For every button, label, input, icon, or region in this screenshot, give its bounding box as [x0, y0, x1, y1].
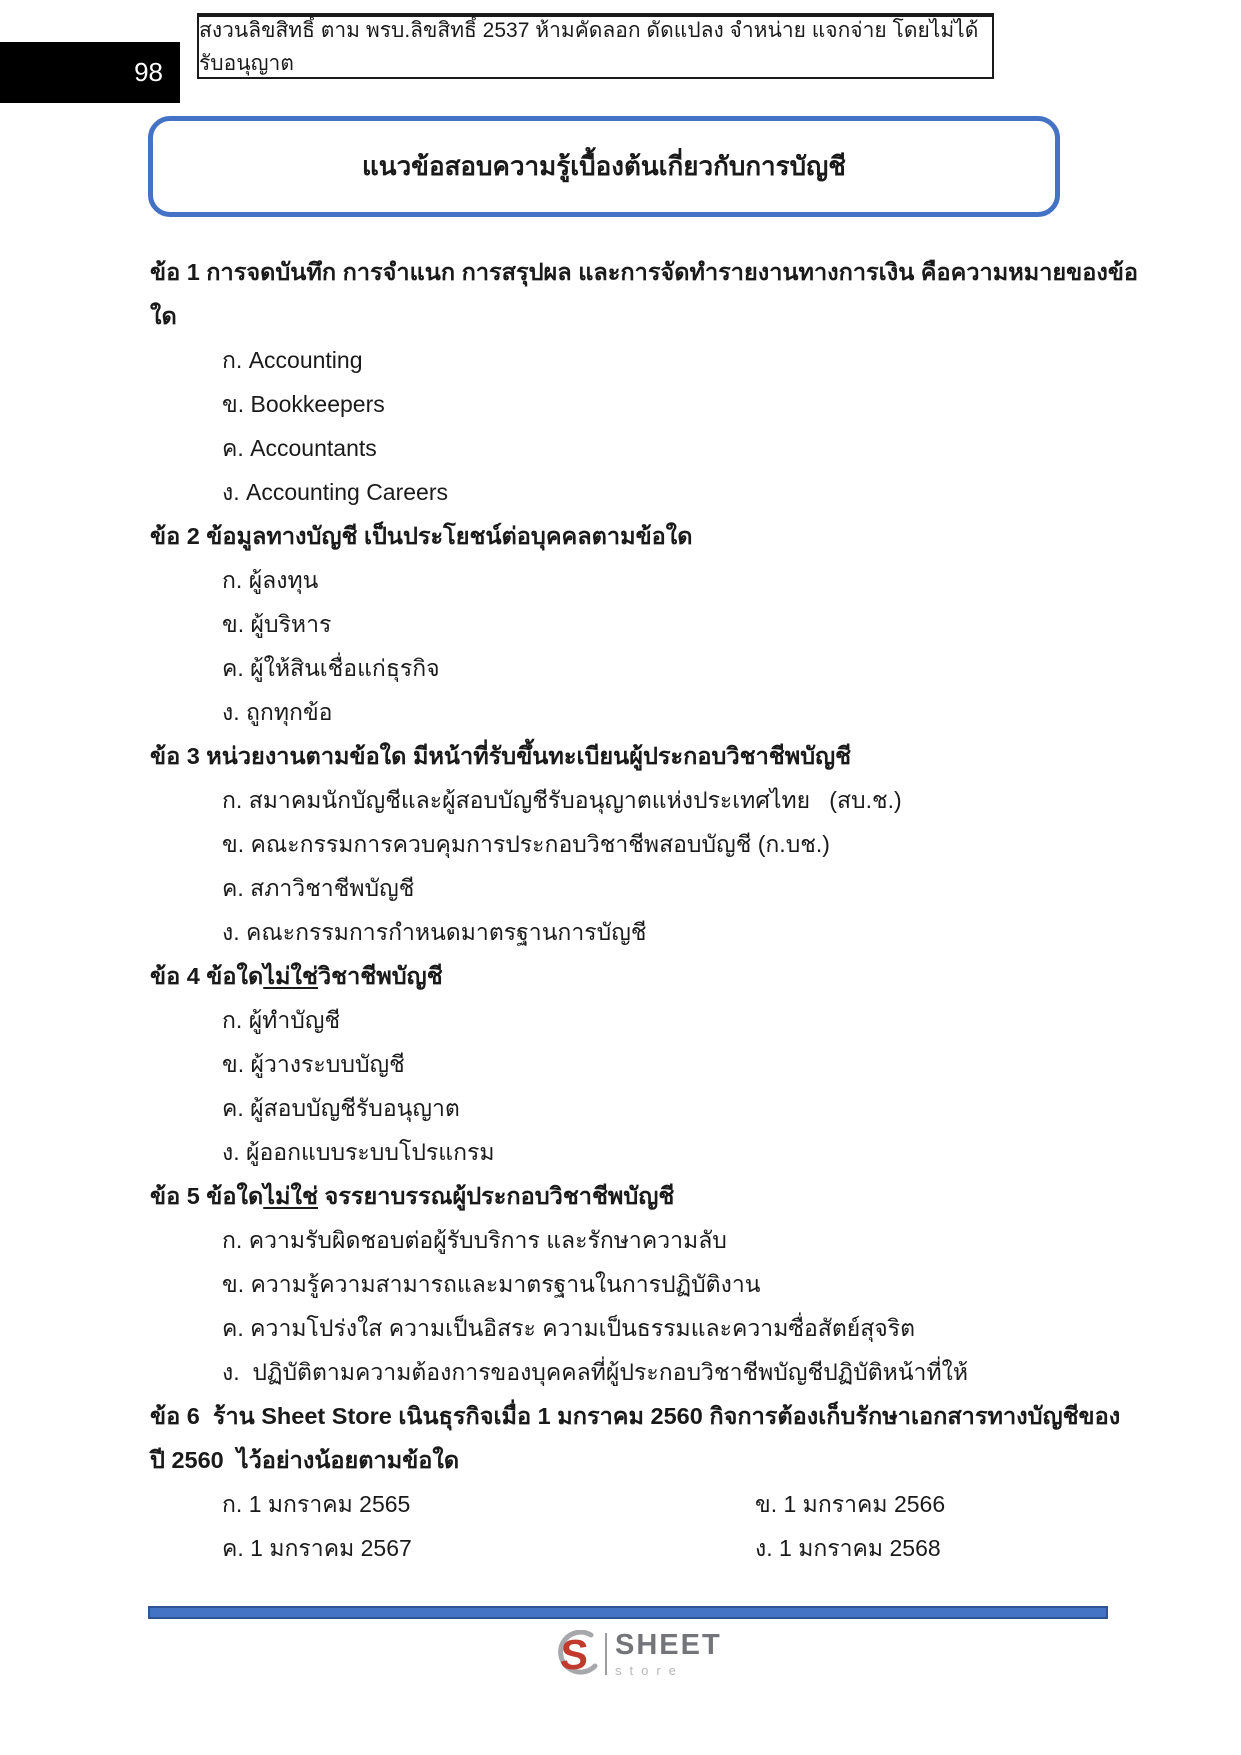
option-item: ค. สภาวิชาชีพบัญชี: [222, 875, 415, 901]
logo-subtitle: store: [615, 1663, 684, 1678]
question-title: [0, 954, 1241, 998]
question-block-3: [0, 734, 1241, 954]
question-title: ข้อ 2 ข้อมูลทางบัญชี เป็นประโยชน์ต่อบุคคลตามข้อใด: [150, 523, 693, 549]
questions-section: [0, 250, 1241, 1570]
option-item: ข. ผู้บริหาร: [222, 611, 332, 637]
question-block-2: [0, 514, 1241, 734]
exam-title-box: [148, 116, 1060, 217]
option-item: ก. ความรับผิดชอบต่อผู้รับบริการ และรักษาความลับ: [222, 1227, 727, 1253]
question-title: ข้อ 6 ร้าน Sheet Store เนินธุรกิจเมื่อ 1 มกราคม 2560 กิจการต้องเก็บรักษาเอกสารทางบัญชีของ: [150, 1403, 1121, 1429]
option-item: ข. ความรู้ความสามารถและมาตรฐานในการปฏิบัติงาน: [222, 1271, 761, 1297]
option-row: [0, 1482, 1241, 1526]
question-title-prefix: ข้อ 5 ข้อใด: [150, 1183, 264, 1209]
option-item: ค. ความโปร่งใส ความเป็นอิสระ ความเป็นธรรมและความซื่อสัตย์สุจริต: [222, 1315, 916, 1341]
option-item: ค. ผู้สอบบัญชีรับอนุญาต: [222, 1095, 460, 1121]
question-title-underlined: ไม่ใช่: [263, 1183, 318, 1209]
option-item: ค. 1 มกราคม 2567: [222, 1535, 412, 1561]
option-item: ข. ผู้วางระบบบัญชี: [222, 1051, 405, 1077]
logo-brand: SHEET: [615, 1629, 722, 1661]
svg-text:S: S: [558, 1631, 590, 1678]
question-title: ข้อ 3 หน่วยงานตามข้อใด มีหน้าที่รับขึ้นทะเบียนผู้ประกอบวิชาชีพบัญชี: [150, 743, 852, 769]
question-block-5: [0, 1174, 1241, 1394]
option-item: ง. Accounting Careers: [222, 479, 449, 505]
logo-s-mark-icon: [553, 1630, 599, 1678]
question-title-continued: ปี 2560 ไว้อย่างน้อยตามข้อใด: [150, 1447, 460, 1473]
option-item: ข. คณะกรรมการควบคุมการประกอบวิชาชีพสอบบัญชี (ก.บช.): [222, 831, 830, 857]
page-number: 98: [134, 57, 163, 87]
copyright-box: [197, 13, 994, 79]
footer-divider: [148, 1606, 1108, 1619]
question-block-6: [0, 1394, 1241, 1570]
option-item: ข. Bookkeepers: [222, 391, 385, 417]
option-row: [0, 1526, 1241, 1570]
option-item: ก. ผู้ทำบัญชี: [222, 1007, 341, 1033]
question-title: ข้อ 1 การจดบันทึก การจำแนก การสรุปผล และการจัดทำรายงานทางการเงิน คือความหมายของข้อ: [150, 259, 1138, 285]
option-item: ก. ผู้ลงทุน: [222, 567, 319, 593]
option-item: ก. สมาคมนักบัญชีและผู้สอบบัญชีรับอนุญาตแห่งประเทศไทย (สบ.ช.): [222, 787, 902, 813]
option-item: ค. ผู้ให้สินเชื่อแก่ธุรกิจ: [222, 655, 440, 681]
question-block-1: [0, 250, 1241, 514]
question-title-underlined: ไม่ใช่: [263, 963, 318, 989]
option-item: ง. ปฏิบัติตามความต้องการของบุคคลที่ผู้ประกอบวิชาชีพบัญชีปฏิบัติหน้าที่ให้: [222, 1359, 969, 1385]
option-item: ง. ถูกทุกข้อ: [222, 699, 333, 725]
logo-divider: [605, 1633, 607, 1675]
option-item: ก. Accounting: [222, 347, 363, 373]
option-item: ง. ผู้ออกแบบระบบโปรแกรม: [222, 1139, 495, 1165]
copyright-text: สงวนลิขสิทธิ์ ตาม พรบ.ลิขสิทธิ์ 2537 ห้ามคัดลอก ดัดแปลง จำหน่าย แจกจ่าย โดยไม่ได้รับอนุญาต: [199, 19, 979, 75]
sheet-store-logo: [553, 1630, 722, 1678]
question-title: [0, 1174, 1241, 1218]
option-item: ง. คณะกรรมการกำหนดมาตรฐานการบัญชี: [222, 919, 647, 945]
question-title-suffix: วิชาชีพบัญชี: [317, 963, 443, 989]
option-item: ก. 1 มกราคม 2565: [222, 1491, 411, 1517]
question-title-continued: ใด: [150, 303, 177, 329]
page-number-box: [0, 42, 180, 103]
question-block-4: [0, 954, 1241, 1174]
question-title-prefix: ข้อ 4 ข้อใด: [150, 963, 264, 989]
option-item: ข. 1 มกราคม 2566: [755, 1491, 946, 1517]
option-item: ง. 1 มกราคม 2568: [755, 1535, 941, 1561]
exam-title: แนวข้อสอบความรู้เบื้องต้นเกี่ยวกับการบัญชี: [362, 151, 846, 181]
question-title-suffix: จรรยาบรรณผู้ประกอบวิชาชีพบัญชี: [317, 1183, 675, 1209]
option-item: ค. Accountants: [222, 435, 377, 461]
logo-text: [615, 1631, 722, 1677]
